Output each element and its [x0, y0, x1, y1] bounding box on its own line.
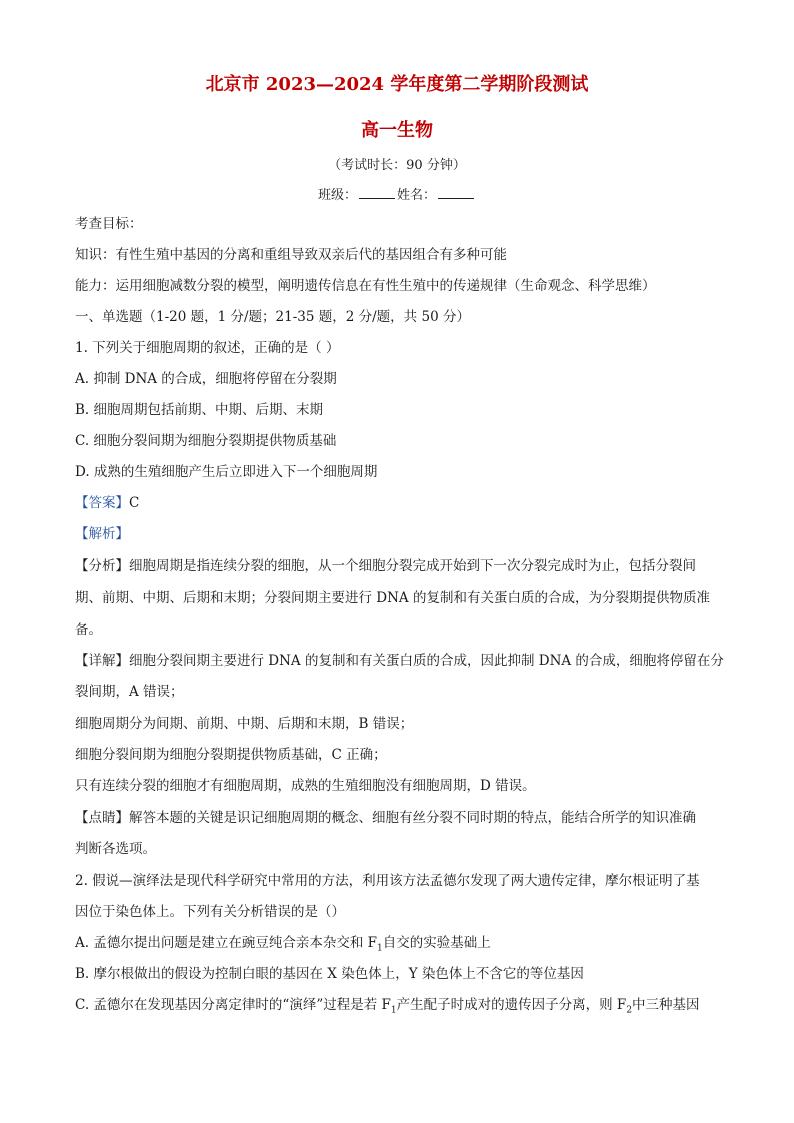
- question-2-stem-1: 2. 假说—演绎法是现代科学研究中常用的方法，利用该方法孟德尔发现了两大遗传定律，摩尔根证明了基: [75, 873, 700, 889]
- q1-answer: [75, 494, 725, 512]
- q2-option-c-sub1: 1: [390, 1005, 397, 1016]
- q2-option-c-mid: 产生配子时成对的遗传因子分离，则 F: [396, 997, 627, 1013]
- objective-knowledge: 知识：有性生殖中基因的分离和重组导致双亲后代的基因组合有多种可能: [75, 247, 507, 263]
- xiangjie-tag: 【详解】: [75, 653, 129, 669]
- name-label: 姓名：: [397, 188, 437, 203]
- fenxi-text-1: 细胞周期是指连续分裂的细胞，从一个细胞分裂完成开始到下一次分裂完成时为止，包括分裂间: [129, 558, 696, 574]
- q2-option-c-pre: C. 孟德尔在发现基因分离定律时的“演绎”过程是若 F: [75, 997, 391, 1013]
- class-name-line: [0, 184, 794, 203]
- xiangjie-line-4: 细胞分裂间期为细胞分裂期提供物质基础，C 正确；: [75, 747, 387, 763]
- exam-time: （考试时长：90 分钟）: [328, 158, 466, 173]
- answer-value: C: [129, 495, 140, 511]
- xiangjie-line-3: 细胞周期分为间期、前期、中期、后期和末期，B 错误；: [75, 716, 414, 732]
- class-blank[interactable]: [359, 186, 395, 199]
- dianjing-line-1: [75, 809, 725, 827]
- q2-option-b: B. 摩尔根做出的假设为控制白眼的基因在 X 染色体上，Y 染色体上不含它的等位基因: [75, 966, 584, 982]
- objectives-heading: 考查目标：: [75, 216, 143, 232]
- dianjing-tag: 【点睛】: [75, 810, 129, 826]
- analysis-tag: [75, 525, 725, 543]
- q2-option-a-pre: A. 孟德尔提出问题是建立在豌豆纯合亲本杂交和 F: [75, 935, 377, 951]
- question-2-stem-2: 因位于染色体上。下列有关分析错误的是（）: [75, 904, 345, 920]
- analysis-label: 【解析】: [75, 526, 129, 542]
- question-1-stem: 1. 下列关于细胞周期的叙述，正确的是（ ）: [75, 340, 340, 356]
- answer-tag: 【答案】: [75, 495, 129, 511]
- page-title: 北京市 2023—2024 学年度第二学期阶段测试: [205, 74, 589, 95]
- fenxi-tag: 【分析】: [75, 558, 129, 574]
- q1-option-a: A. 抑制 DNA 的合成，细胞将停留在分裂期: [75, 371, 337, 387]
- fenxi-line-1: [75, 557, 725, 575]
- q2-option-c: [75, 996, 725, 1020]
- page-subtitle: 高一生物: [361, 120, 433, 141]
- q1-option-d: D. 成熟的生殖细胞产生后立即进入下一个细胞周期: [75, 464, 378, 480]
- objective-ability: 能力：运用细胞减数分裂的模型，阐明遗传信息在有性生殖中的传递规律（生命观念、科学思维）: [75, 278, 656, 294]
- fenxi-line-3: 备。: [75, 622, 102, 638]
- fenxi-line-2: 期、前期、中期、后期和末期；分裂间期主要进行 DNA 的复制和有关蛋白质的合成，为分裂期提供物质准: [75, 590, 710, 606]
- q1-option-c: C. 细胞分裂间期为细胞分裂期提供物质基础: [75, 433, 337, 449]
- q2-option-a: [75, 934, 725, 958]
- dianjing-line-2: 判断各选项。: [75, 841, 156, 857]
- xiangjie-line-1: [75, 652, 725, 670]
- xiangjie-line-2: 裂间期，A 错误；: [75, 684, 184, 700]
- xiangjie-line-5: 只有连续分裂的细胞才有细胞周期，成熟的生殖细胞没有细胞周期，D 错误。: [75, 778, 536, 794]
- dianjing-text-1: 解答本题的关键是识记细胞周期的概念、细胞有丝分裂不同时期的特点，能结合所学的知识准确: [129, 810, 696, 826]
- q2-option-a-sub: 1: [377, 943, 383, 954]
- q2-option-c-sub2: 2: [626, 1005, 633, 1016]
- xiangjie-text-1: 细胞分裂间期主要进行 DNA 的复制和有关蛋白质的合成，因此抑制 DNA 的合成，细胞将停留在分: [129, 653, 724, 669]
- name-blank[interactable]: [438, 186, 474, 199]
- q2-option-c-post: 中三种基因: [632, 997, 700, 1013]
- section-heading: 一、单选题（1-20 题，1 分/题；21-35 题，2 分/题，共 50 分）: [75, 309, 470, 325]
- q1-option-b: B. 细胞周期包括前期、中期、后期、末期: [75, 402, 324, 418]
- q2-option-a-post: 自交的实验基础上: [382, 935, 491, 951]
- class-label: 班级：: [317, 188, 357, 203]
